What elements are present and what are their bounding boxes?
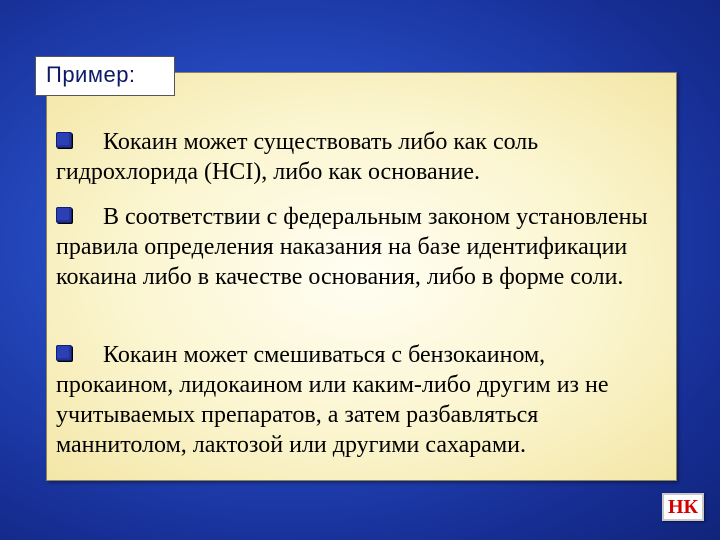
square-bullet-icon	[56, 207, 72, 223]
bullet-text-2: В соответствии с федеральным законом установлены правила определения наказания на базе идентификации кокаина либо в качестве основания, либо в форме соли.	[56, 204, 648, 290]
bullet-text-3: Кокаин может смешиваться с бензокаином, прокаином, лидокаином или каким-либо другим из не учитываемых препаратов, а затем разбавляться маннитолом, лактозой или другими сахарами.	[56, 342, 609, 458]
bullet-item-2	[56, 202, 666, 292]
square-bullet-icon	[56, 132, 72, 148]
slide-title: Пример:	[35, 56, 175, 96]
bullet-text-1: Кокаин может существовать либо как соль гидрохлорида (HCI), либо как основание.	[56, 129, 539, 185]
square-bullet-icon	[56, 345, 72, 361]
bullet-item-3	[56, 340, 666, 460]
bullet-item-1	[56, 127, 666, 187]
nav-button-nk[interactable]: НК	[662, 493, 704, 521]
